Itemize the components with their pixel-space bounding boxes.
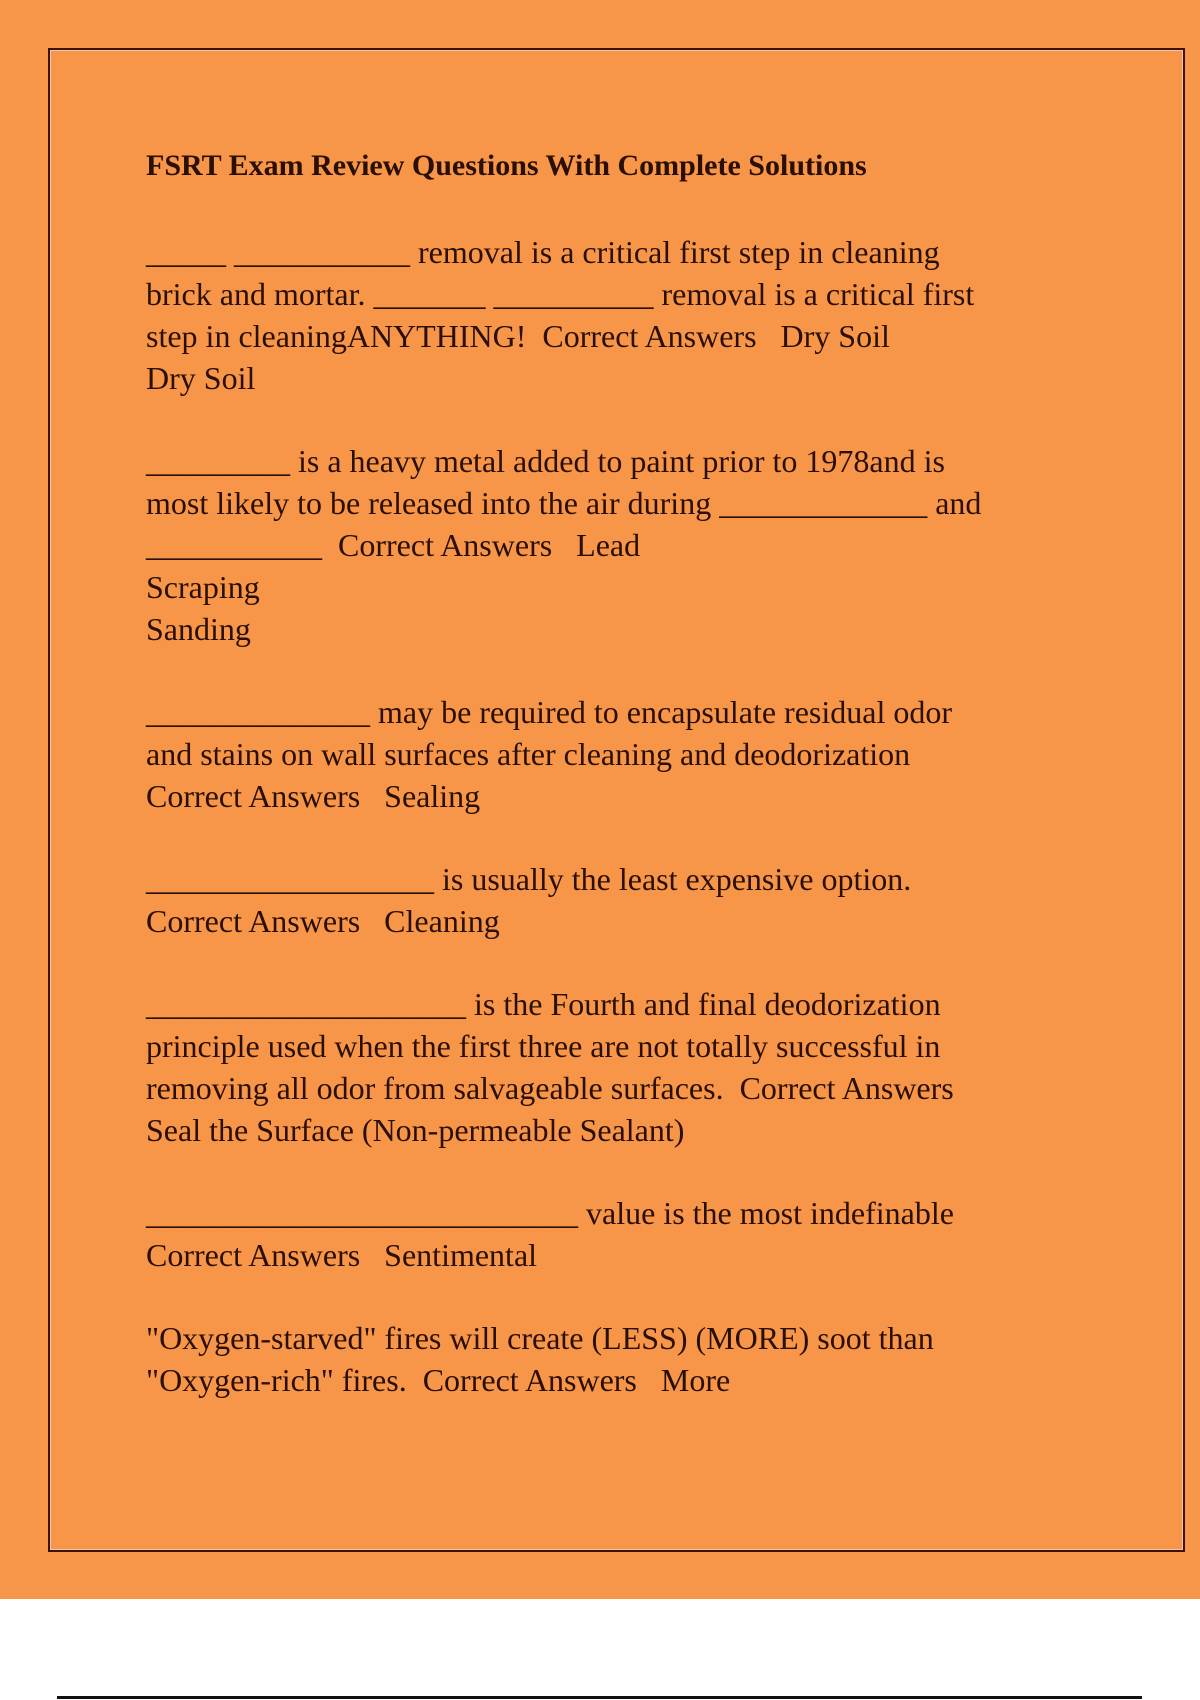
document-title: FSRT Exam Review Questions With Complete Solutions xyxy=(146,149,867,182)
question-line: _____ ___________ removal is a critical first step in cleaning xyxy=(146,234,940,270)
question-4 xyxy=(146,858,1086,942)
question-line: ___________ Correct Answers Lead xyxy=(146,527,641,563)
question-6 xyxy=(146,1192,1086,1276)
question-line: and stains on wall surfaces after cleaning and deodorization xyxy=(146,736,911,772)
answer-line: "Oxygen-rich" fires. Correct Answers More xyxy=(146,1362,731,1398)
question-1 xyxy=(146,231,1086,399)
answer-line: Seal the Surface (Non-permeable Sealant) xyxy=(146,1112,685,1148)
question-line: ___________________________ value is the most indefinable xyxy=(146,1195,954,1231)
answer-line: Correct Answers Cleaning xyxy=(146,903,500,939)
question-line: brick and mortar. _______ __________ removal is a critical first xyxy=(146,276,975,312)
answer-line: Scraping xyxy=(146,569,260,605)
footer-divider xyxy=(57,1696,1142,1699)
question-line: ____________________ is the Fourth and final deodorization xyxy=(146,986,941,1022)
answer-line: Correct Answers Sealing xyxy=(146,778,481,814)
question-line: ______________ may be required to encapsulate residual odor xyxy=(146,694,952,730)
answer-line: Correct Answers Sentimental xyxy=(146,1237,538,1273)
question-line: most likely to be released into the air during _____________ and xyxy=(146,485,982,521)
question-line: __________________ is usually the least expensive option. xyxy=(146,861,912,897)
question-3 xyxy=(146,691,1086,817)
document-content xyxy=(146,148,1086,1442)
question-2 xyxy=(146,440,1086,650)
question-line: removing all odor from salvageable surfaces. Correct Answers xyxy=(146,1070,954,1106)
answer-line: Dry Soil xyxy=(146,360,256,396)
question-line: principle used when the first three are not totally successful in xyxy=(146,1028,941,1064)
question-line: step in cleaningANYTHING! Correct Answers Dry Soil xyxy=(146,318,890,354)
question-line: "Oxygen-starved" fires will create (LESS) (MORE) soot than xyxy=(146,1320,934,1356)
question-5 xyxy=(146,983,1086,1151)
question-7 xyxy=(146,1317,1086,1401)
question-line: _________ is a heavy metal added to paint prior to 1978and is xyxy=(146,443,945,479)
answer-line: Sanding xyxy=(146,611,251,647)
